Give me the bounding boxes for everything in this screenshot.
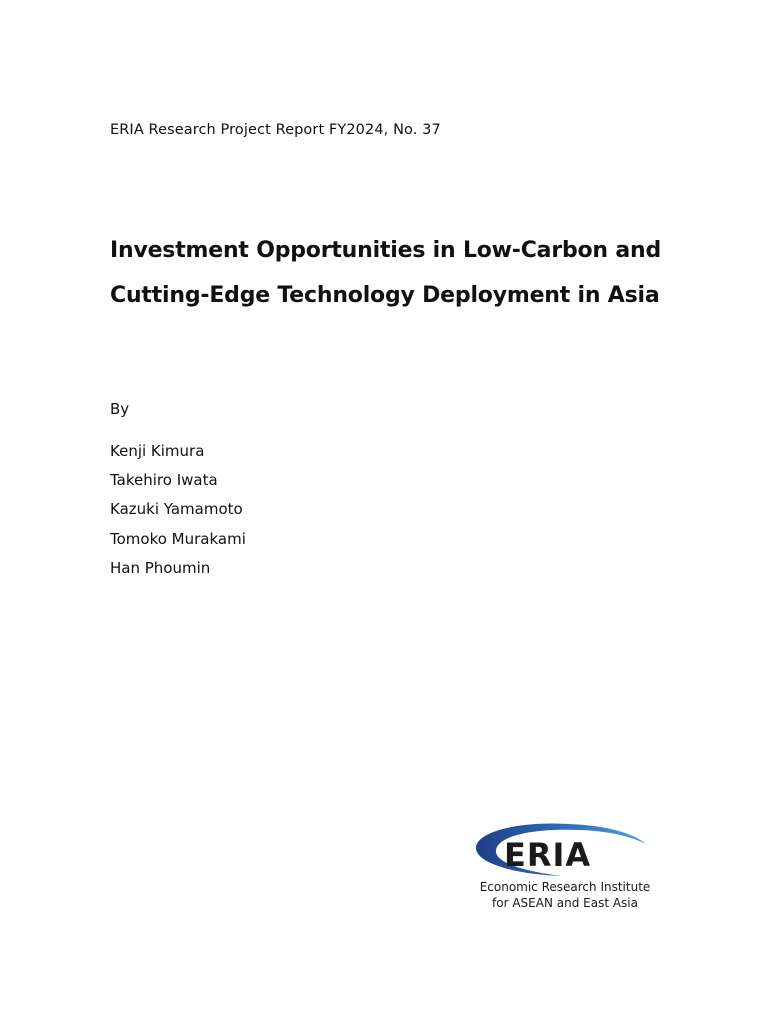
title-line-2: Cutting-Edge Technology Deployment in Asia — [110, 283, 660, 308]
author-name: Kenji Kimura — [110, 442, 205, 460]
author-name: Han Phoumin — [110, 558, 211, 577]
logo-subtitle-line-1: Economic Research Institute — [479, 880, 651, 894]
title-line-1: Investment Opportunities in Low-Carbon and — [110, 238, 662, 263]
logo-wordmark: ERIA — [504, 836, 592, 874]
author-list — [110, 437, 246, 583]
author-name: Takehiro Iwata — [110, 471, 218, 490]
logo-subtitle-line-2: for ASEAN and East Asia — [492, 896, 638, 910]
report-title — [110, 228, 730, 318]
by-label: By — [110, 400, 130, 418]
logo-subtitle — [470, 879, 660, 911]
eria-logo — [470, 818, 670, 918]
report-series: ERIA Research Project Report FY2024, No. 37 — [110, 122, 441, 138]
author-name: Kazuki Yamamoto — [110, 500, 243, 519]
author-name: Tomoko Murakami — [110, 529, 246, 548]
